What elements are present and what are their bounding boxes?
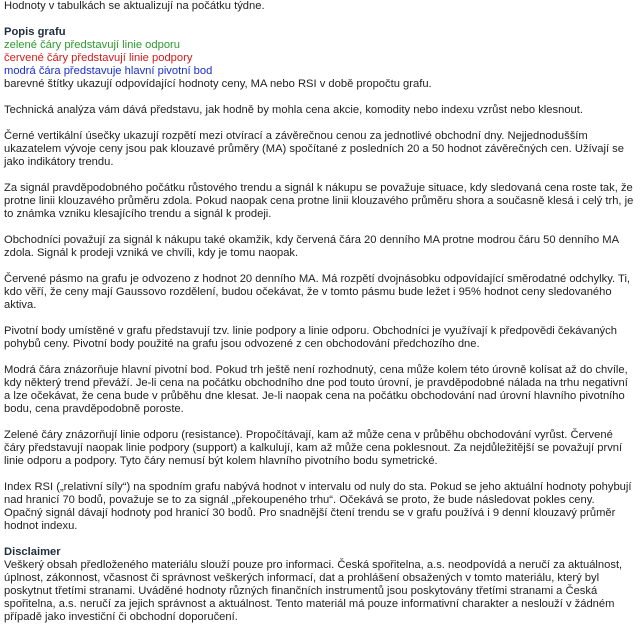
intro-text: Hodnoty v tabulkách se aktualizují na počátku týdne. [4,0,265,12]
paragraph-ma-crossover: Obchodníci považují za signál k nákupu také okamžik, kdy červená čára 20 denního MA protne modrou čáru 50 denního MA zdola. Signál k prodeji vzniká ve chvíli, kdy je tomu naopak. [4,234,619,259]
disclaimer-heading: Disclaimer [4,546,61,558]
disclaimer-text: Veškerý obsah předloženého materiálu slouží pouze pro informaci. Česká spořitelna, a.s. neodpovídá a neručí za aktuálnost, úplnost, zákonnost, včasnost či správnost veškerých informací, dat a prohlášení obsažených v tomto materiálu, který byl poskytnut třetími stranami. Uváděné hodnoty různých finančních instrumentů jsou poskytovány třetími stranami a Česká spořitelna, a.s. neručí za jejich správnost a aktuálnost. Tento materiál má pouze informativní charakter a neslouží v žádném případě jako investiční či obchodní doporučení. [4,559,623,623]
graph-description-section [4,26,636,91]
green-line-legend: zelené čáry představují linie odporu [4,39,180,51]
paragraph-red-band: Červené pásmo na grafu je odvozeno z hodnot 20 denního MA. Má rozpětí dvojnásobku odpovídající směrodatné odchylky. Ti, kdo věří, že ceny mají Gaussovo rozdělení, budou očekávat, že v tomto pásmu bude ležet i 95% hodnot ceny sledovaného aktiva. [4,273,631,311]
paragraph-resistance-support: Zelené čáry znázorňují linie odporu (resistance). Propočítávají, kam až může cena v průběhu obchodování vyrůst. Červené čáry představují naopak linie podpory (support) a kalkulují, kam až může cena poklesnout. Za nejdůležitější se považují první linie odporu a podpory. Tyto čáry nemusí být kolem hlavního pivotního bodu symetrické. [4,429,623,467]
paragraph-pivot-points: Pivotní body umístěné v grafu představují tzv. linie podpory a linie odporu. Obchodníci je využívají k předpovědi čekávaných pohybů ceny. Pivotní body použité na grafu jsou odvozené z cen obchodování předchozího dne. [4,325,617,350]
paragraph-rsi: Index RSI („relativní síly“) na spodním grafu nabývá hodnot v intervalu od nuly do sta. Pokud se jeho aktuální hodnoty pohybují nad hranicí 70 bodů, považuje se to za signál „překoupeného trhu“. Očekává se proto, že bude následovat pokles ceny. Opačný signál dávají hodnoty pod hranicí 30 bodů. Pro snadnější čtení trendu se v grafu používá i 9 denní klouzavý průměr hodnot indexu. [4,481,632,532]
paragraph-trend-signal: Za signál pravděpodobného počátku růstového trendu a signál k nákupu se považuje situace, kdy sledovaná cena roste tak, že protne linii klouzavého průměru zdola. Pokud naopak cena protne linii klouzavého průměru shora a současně klesá i celý trh, je to známka vzniku klesajícího trendu a signál k prodeji. [4,182,634,220]
paragraph-main-pivot: Modrá čára znázorňuje hlavní pivotní bod. Pokud trh ještě není rozhodnutý, cena může kolem této úrovně kolísat až do chvíle, kdy některý trend převáží. Je-li cena na počátku obchodního dne pod touto úrovní, je pravděpodobné nálada na trhu negativní a lze očekávat, že cena bude v průběhu dne klesat. Je-li naopak cena na počátku obchodování nad úrovní hlavního pivotního bodu, cena pravděpodobně poroste. [4,364,628,415]
paragraph-moving-averages: Černé vertikální úsečky ukazují rozpětí mezi otvírací a závěrečnou cenou za jednotlivé obchodní dny. Nejjednodušším ukazatelem vývoje ceny jsou pak klouzavé průměry (MA) spočítané z posledních 20 a 50 hodnot závěrečných cen. Užívají se jako indikátory trendu. [4,130,624,168]
labels-legend: barevné štítky ukazují odpovídající hodnoty ceny, MA nebo RSI v době propočtu grafu. [4,78,432,90]
graph-description-heading: Popis grafu [4,26,66,38]
paragraph-technical-analysis: Technická analýza vám dává představu, jak hodně by mohla cena akcie, komodity nebo indexu vzrůst nebo klesnout. [4,104,583,116]
red-line-legend: červené čáry představují linie podpory [4,52,193,64]
blue-line-legend: modrá čára představuje hlavní pivotní bod [4,65,213,77]
disclaimer-section [4,546,636,624]
